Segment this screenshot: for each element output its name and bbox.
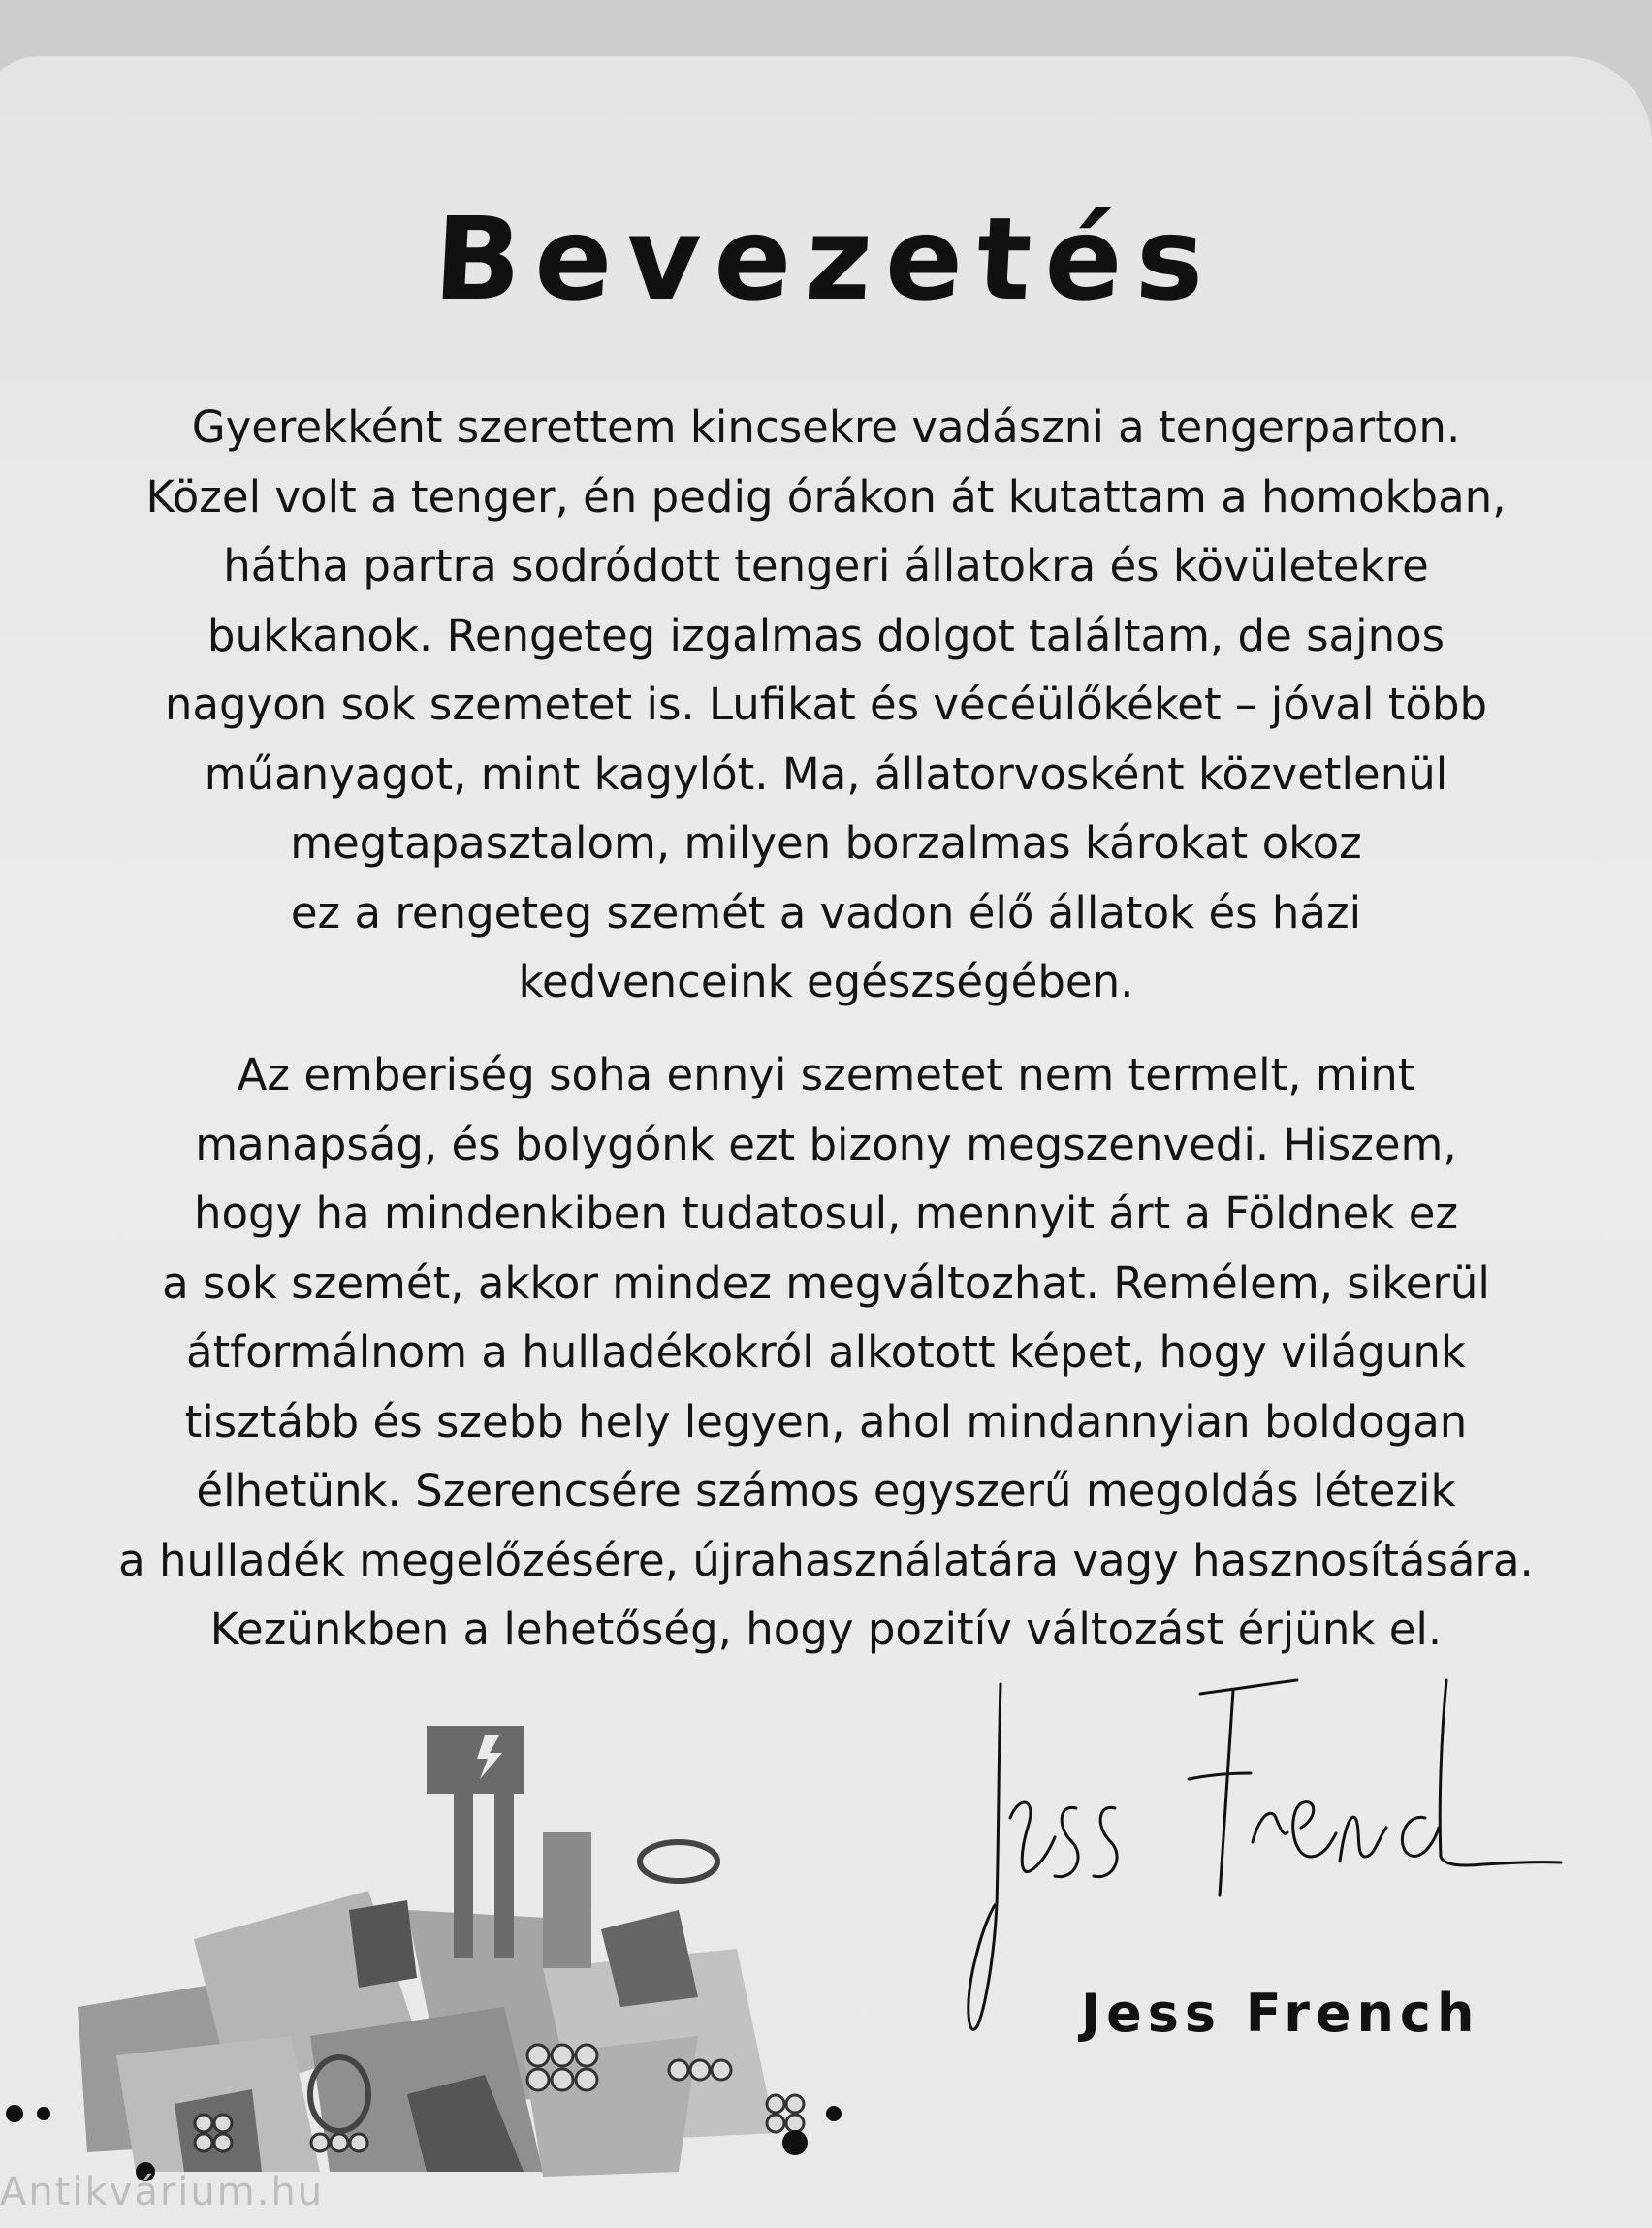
text-line: ez a rengeteg szemét a vadon élő állatok és házi (290, 886, 1362, 939)
text-line: élhetünk. Szerencsére számos egyszerű megoldás létezik (196, 1465, 1456, 1516)
text-line: manapság, és bolygónk ezt bizony megszenvedi. Hiszem, (195, 1118, 1457, 1170)
text-line: hogy ha mindenkiben tudatosul, mennyit árt a Földnek ez (193, 1188, 1459, 1239)
trash-pile-icon (0, 1687, 892, 2191)
text-line: bukkanok. Rengeteg izgalmas dolgot találtam, de sajnos (206, 609, 1446, 661)
intro-paragraph-1 (39, 393, 1613, 1017)
text-line: kedvenceink egészségében. (518, 956, 1134, 1007)
text-line: Kezünkben a lehetőség, hogy pozitív változást érjünk el. (209, 1604, 1443, 1655)
text-line: hátha partra sodródott tengeri állatokra és kövületekre (223, 540, 1429, 591)
watermark: Antikvárium.hu (0, 2170, 325, 2214)
author-name: Jess French (1081, 1983, 1480, 2044)
text-line: a hulladék megelőzésére, újrahasználatára vagy hasznosítására. (118, 1534, 1534, 1586)
text-line: Közel volt a tenger, én pedig órákon át kutattam a homokban, (145, 470, 1507, 523)
text-line: műanyagot, mint kagylót. Ma, állatorvosként közvetlenül (204, 748, 1448, 800)
text-line: a sok szemét, akkor mindez megváltozhat. Remélem, sikerül (162, 1257, 1490, 1309)
text-line: nagyon sok szemetet is. Lufikat és vécéülőkéket – jóval több (164, 679, 1488, 730)
text-line: Az emberiség soha ennyi szemetet nem termelt, mint (237, 1049, 1415, 1100)
intro-paragraph-2 (39, 1040, 1613, 1665)
text-line: megtapasztalom, milyen borzalmas károkat okoz (290, 817, 1362, 869)
text-line: tisztább és szebb hely legyen, ahol mindannyian boldogan (184, 1395, 1468, 1448)
page-title: Bevezetés (430, 192, 1222, 326)
text-line: Gyerekként szerettem kincsekre vadászni a tengerparton. (191, 401, 1461, 453)
text-line: átformálnom a hulladékokról alkotott képet, hogy világunk (186, 1326, 1466, 1378)
